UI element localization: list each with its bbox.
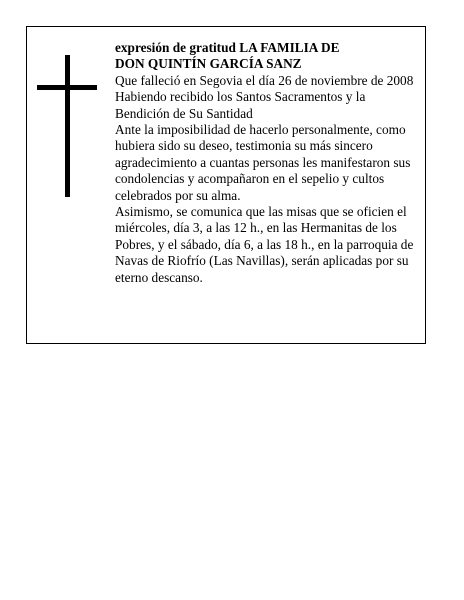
notice-body-line: Asimismo, se comunica que las misas que se oficien el (115, 204, 407, 220)
notice-body-line: Navas de Riofrío (Las Navillas), serán aplicadas por su (115, 253, 409, 269)
notice-body-line: Que falleció en Segovia el día 26 de noviembre de 2008 (115, 72, 414, 88)
notice-body-line: eterno descanso. (115, 269, 203, 285)
notice-body-line: condolencias y acompañaron en el sepelio y cultos (115, 171, 385, 187)
notice-text (115, 40, 423, 286)
cross-icon (37, 55, 97, 197)
notice-body-line: miércoles, día 3, a las 12 h., en las Hermanitas de los (115, 220, 397, 236)
notice-heading-line-1 (115, 40, 423, 56)
obituary-notice (26, 26, 426, 344)
cross-horizontal-bar (37, 85, 97, 90)
notice-body-line: celebrados por su alma. (115, 187, 241, 203)
notice-body-line: Pobres, y el sábado, día 6, a las 18 h., en la parroquia de (115, 236, 414, 252)
notice-body-line: Ante la imposibilidad de hacerlo personalmente, como (115, 122, 406, 138)
notice-heading-deceased-name: DON QUINTÍN GARCÍA SANZ (115, 56, 302, 72)
notice-body-line: Habiendo recibido los Santos Sacramentos y la (115, 89, 366, 105)
notice-heading-family: LA FAMILIA DE (235, 40, 340, 55)
notice-heading-lead: expresión de gratitud (115, 40, 236, 55)
cross-vertical-bar (65, 55, 70, 197)
notice-body-line: hubiera sido su deseo, testimonia su más sincero (115, 138, 373, 154)
notice-body-line: agradecimiento a cuantas personas les manifestaron sus (115, 154, 411, 170)
notice-body-line: Bendición de Su Santidad (115, 105, 253, 121)
